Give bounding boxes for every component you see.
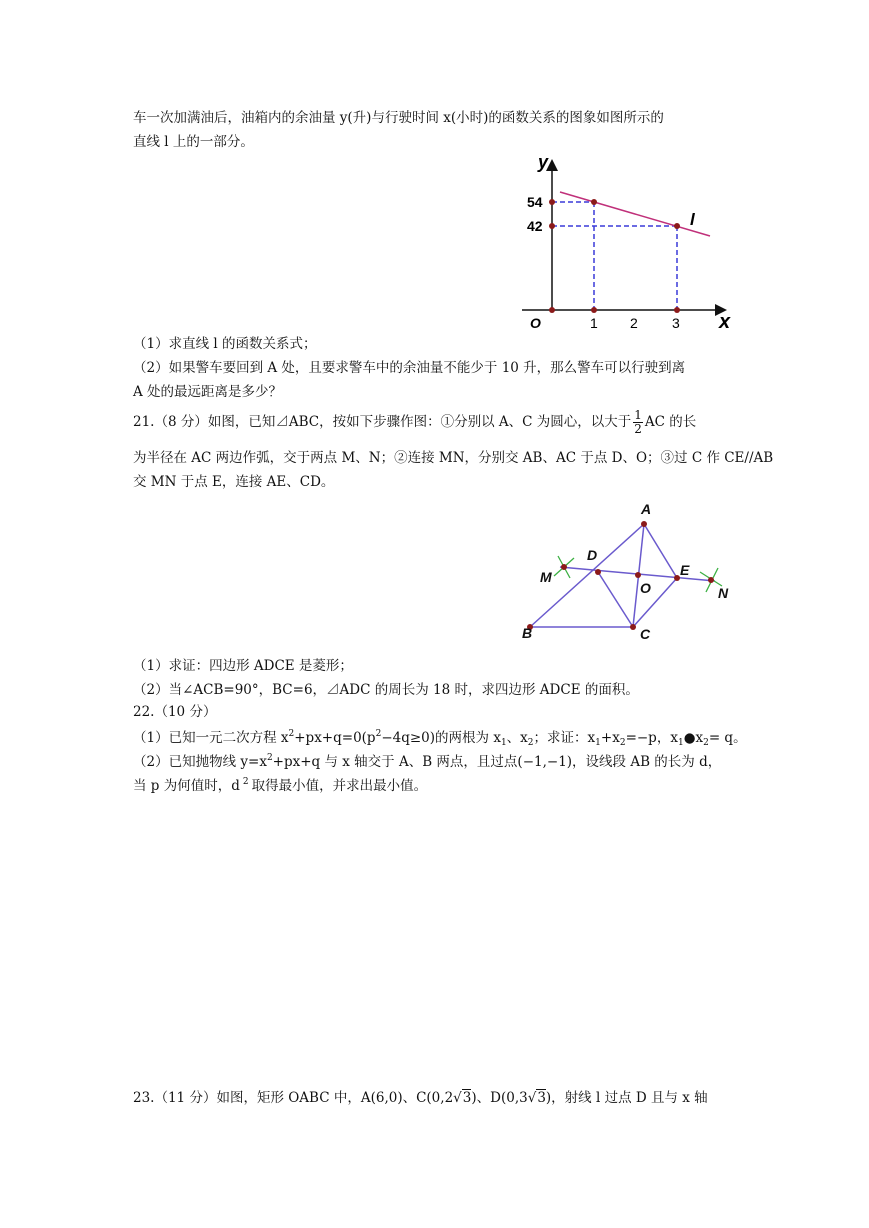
p22q1-f: +x xyxy=(600,730,620,746)
label-D: D xyxy=(587,547,598,563)
sup-2: 2 xyxy=(375,729,382,739)
problem21-line2: 为半径在 AC 两边作弧，交于两点 M、N；②连接 MN，分别交 AB、AC 于点 D、O；③过 C 作 CE//AB xyxy=(133,450,774,466)
problem23-line1 xyxy=(133,1088,708,1108)
p22q1-a: （1）已知一元二次方程 x xyxy=(133,730,289,746)
sup-2: 2 xyxy=(242,777,249,787)
p22q2-a: （2）已知抛物线 y=x xyxy=(133,754,267,770)
label-N: N xyxy=(718,585,729,601)
p23-a: 23.（11 分）如图，矩形 OABC 中，A(6,0)、C(0,2 xyxy=(133,1090,454,1106)
sub-1: 1 xyxy=(677,738,684,748)
label-A: A xyxy=(641,501,652,517)
sub-1: 1 xyxy=(595,738,601,748)
sup-2: 2 xyxy=(288,729,295,739)
x-tick-2: 2 xyxy=(630,315,638,331)
label-B: B xyxy=(522,625,533,641)
p22q2-b: +px+q 与 x 轴交于 A、B 两点，且过点(−1,−1)，设线段 AB 的长为 d， xyxy=(272,754,722,770)
line-l xyxy=(560,192,710,236)
point-3-42 xyxy=(674,223,680,229)
sub-2: 2 xyxy=(527,738,534,748)
sqrt-symbol: √ xyxy=(453,1090,462,1106)
sub-1: 1 xyxy=(500,738,507,748)
problem21-q2: （2）当∠ACB=90°，BC=6，⊿ADC 的周长为 18 时，求四边形 ADCE 的面积。 xyxy=(133,682,639,698)
p22q1-e: ；求证：x xyxy=(533,730,596,746)
point-y54 xyxy=(549,199,555,205)
problem22-q2-line2 xyxy=(133,772,427,796)
x-axis-label: x xyxy=(719,311,731,333)
problem21-line1-text: 21.（8 分）如图，已知⊿ABC，按如下步骤作图：①分别以 A、C 为圆心，以大于 xyxy=(133,414,632,430)
point-C xyxy=(630,624,636,630)
point-y42 xyxy=(549,223,555,229)
sqrt-radicand: 3 xyxy=(462,1090,472,1106)
label-M: M xyxy=(540,569,552,585)
sqrt-symbol: √ xyxy=(527,1090,537,1106)
problem20-q2-line1: （2）如果警车要回到 A 处，且要求警车中的余油量不能少于 10 升，那么警车可以行驶到离 xyxy=(133,360,686,376)
fraction-half xyxy=(633,409,643,436)
sqrt-radicand: 3 xyxy=(537,1090,546,1106)
p22q1-c: −4q≥0)的两根为 x xyxy=(381,730,501,746)
y-axis-label: y xyxy=(538,152,549,172)
x-tick-3: 3 xyxy=(672,315,680,331)
line-l-label: l xyxy=(690,210,695,229)
x-tick-1: 1 xyxy=(590,315,598,331)
fuel-graph xyxy=(512,150,762,335)
y-tick-42: 42 xyxy=(527,218,543,234)
p22q1-d: 、x xyxy=(506,730,528,746)
p22q1-b: +px+q=0(p xyxy=(294,730,376,746)
point-x1 xyxy=(591,307,597,313)
point-1-54 xyxy=(591,199,597,205)
point-O xyxy=(635,572,641,578)
problem20-q1: （1）求直线 l 的函数关系式； xyxy=(133,336,317,352)
sub-2: 2 xyxy=(703,738,709,748)
y-tick-54: 54 xyxy=(527,194,543,210)
p22q2-line2-a: 当 p 为何值时，d xyxy=(133,778,240,794)
problem21-line3: 交 MN 于点 E，连接 AE、CD。 xyxy=(133,474,335,490)
p23-b: )、D(0,3 xyxy=(471,1090,528,1106)
point-M xyxy=(561,564,567,570)
problem22-q2-line1 xyxy=(133,748,721,772)
problem21-line1 xyxy=(133,408,696,436)
problem20-intro-line2: 直线 l 上的一部分。 xyxy=(133,134,254,150)
origin-label: O xyxy=(530,315,541,331)
p22q2-line2-b: 取得最小值，并求出最小值。 xyxy=(251,778,428,794)
label-O: O xyxy=(640,580,651,596)
sub-2: 2 xyxy=(619,738,626,748)
label-E: E xyxy=(680,562,690,578)
problem21-q1: （1）求证：四边形 ADCE 是菱形； xyxy=(133,658,353,674)
problem22-header: 22.（10 分） xyxy=(133,704,217,720)
fraction-numerator: 1 xyxy=(634,408,642,422)
fraction-denominator: 2 xyxy=(634,422,642,436)
p22q1-g: =−p，x xyxy=(625,730,678,746)
point-D xyxy=(595,569,601,575)
segment-AE xyxy=(644,524,677,578)
sup-2: 2 xyxy=(266,753,273,763)
label-C: C xyxy=(640,626,651,642)
segment-CD xyxy=(598,572,633,627)
p23-c: )，射线 l 过点 D 且与 x 轴 xyxy=(545,1090,708,1106)
point-x3 xyxy=(674,307,680,313)
problem20-intro-line1: 车一次加满油后，油箱内的余油量 y(升)与行驶时间 x(小时)的函数关系的图象如图所示的 xyxy=(133,110,664,126)
problem20-q2-line2: A 处的最远距离是多少？ xyxy=(133,384,283,400)
problem21-line1-tail: AC 的长 xyxy=(644,414,697,430)
p22q1-i: = q。 xyxy=(708,730,747,746)
p22q1-h: ●x xyxy=(683,730,704,746)
point-A xyxy=(641,521,647,527)
point-N xyxy=(708,577,714,583)
point-origin xyxy=(549,307,555,313)
geometry-figure xyxy=(520,496,750,646)
